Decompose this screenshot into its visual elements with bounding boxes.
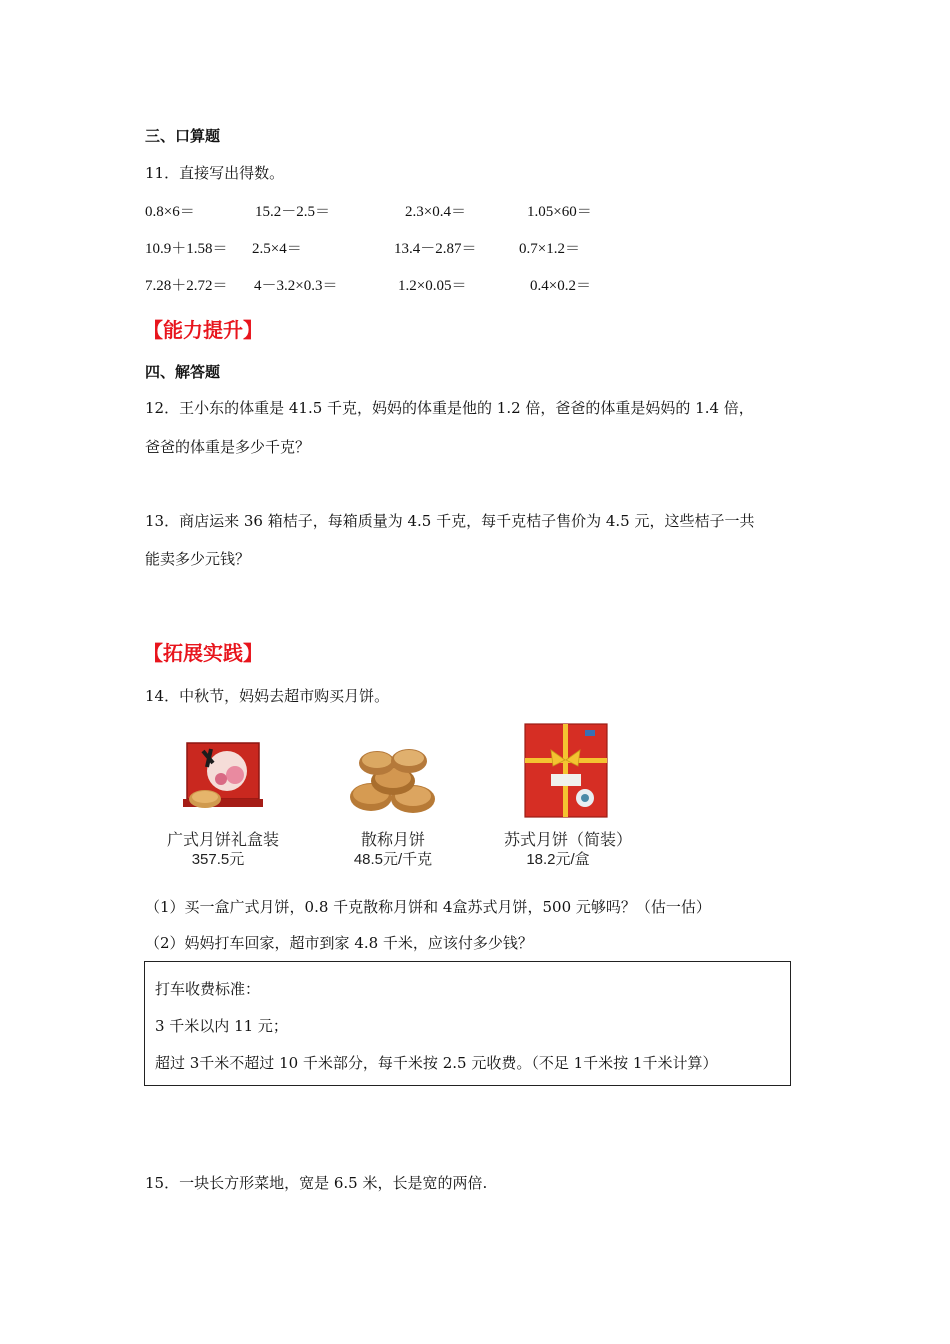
- section-heading-3: 三、口算题: [145, 127, 221, 145]
- arith-item: 2.5×4＝: [252, 241, 302, 257]
- product-name-loose: 散称月饼: [360, 830, 425, 849]
- question-13-line2: 能卖多少元钱？: [145, 550, 251, 568]
- arith-item: 1.05×60＝: [527, 204, 592, 220]
- arith-item: 13.4－2.87＝: [394, 241, 477, 257]
- arith-item: 10.9＋1.58＝: [145, 241, 228, 257]
- product-price-gift-box: 357.5元: [191, 851, 245, 868]
- question-14-part2: （2）妈妈打车回家，超市到家 4.8 千米，应该付多少钱？: [145, 934, 533, 952]
- fare-rule-2: 超过 3千米不超过 10 千米部分，每千米按 2.5 元收费。（不足 1千米按 1千米计算）: [155, 1054, 718, 1072]
- arith-item: 4－3.2×0.3＝: [254, 278, 338, 294]
- section-heading-4: 四、解答题: [145, 363, 221, 381]
- suzhou-mooncake-box-image: [523, 722, 609, 819]
- question-14: 14．中秋节，妈妈去超市购买月饼。: [145, 687, 390, 705]
- question-15: 15．一块长方形菜地，宽是 6.5 米，长是宽的两倍.: [145, 1174, 488, 1192]
- arith-item: 0.7×1.2＝: [519, 241, 580, 257]
- arith-item: 2.3×0.4＝: [405, 204, 466, 220]
- question-12-line1: 12．王小东的体重是 41.5 千克，妈妈的体重是他的 1.2 倍，爸爸的体重是妈妈的 1.4 倍，: [145, 399, 754, 417]
- banner-practice: 【拓展实践】: [143, 641, 263, 665]
- mooncake-gift-box-image: [183, 741, 263, 811]
- question-12-line2: 爸爸的体重是多少千克？: [145, 438, 311, 456]
- question-13-line1: 13．商店运来 36 箱桔子，每箱质量为 4.5 千克，每千克桔子售价为 4.5 元，这些桔子一共: [145, 512, 755, 530]
- product-name-gift-box: 广式月饼礼盒装: [166, 830, 279, 849]
- arith-item: 7.28＋2.72＝: [145, 278, 228, 294]
- loose-mooncakes-image: [347, 741, 439, 815]
- product-price-loose: 48.5元/千克: [353, 851, 433, 868]
- product-name-suzhou: 苏式月饼（简装）: [503, 830, 632, 849]
- fare-title: 打车收费标准：: [155, 980, 261, 998]
- arith-item: 0.4×0.2＝: [530, 278, 591, 294]
- arith-item: 1.2×0.05＝: [398, 278, 467, 294]
- arith-item: 0.8×6＝: [145, 204, 195, 220]
- question-14-part1: （1）买一盒广式月饼，0.8 千克散称月饼和 4盒苏式月饼，500 元够吗？（估一估）: [145, 898, 711, 916]
- product-price-suzhou: 18.2元/盒: [526, 851, 590, 868]
- banner-ability: 【能力提升】: [143, 318, 263, 342]
- question-11: 11．直接写出得数。: [145, 164, 285, 182]
- taxi-fare-box: [144, 961, 791, 1086]
- arith-item: 15.2－2.5＝: [255, 204, 331, 220]
- fare-rule-1: 3 千米以内 11 元；: [155, 1017, 288, 1035]
